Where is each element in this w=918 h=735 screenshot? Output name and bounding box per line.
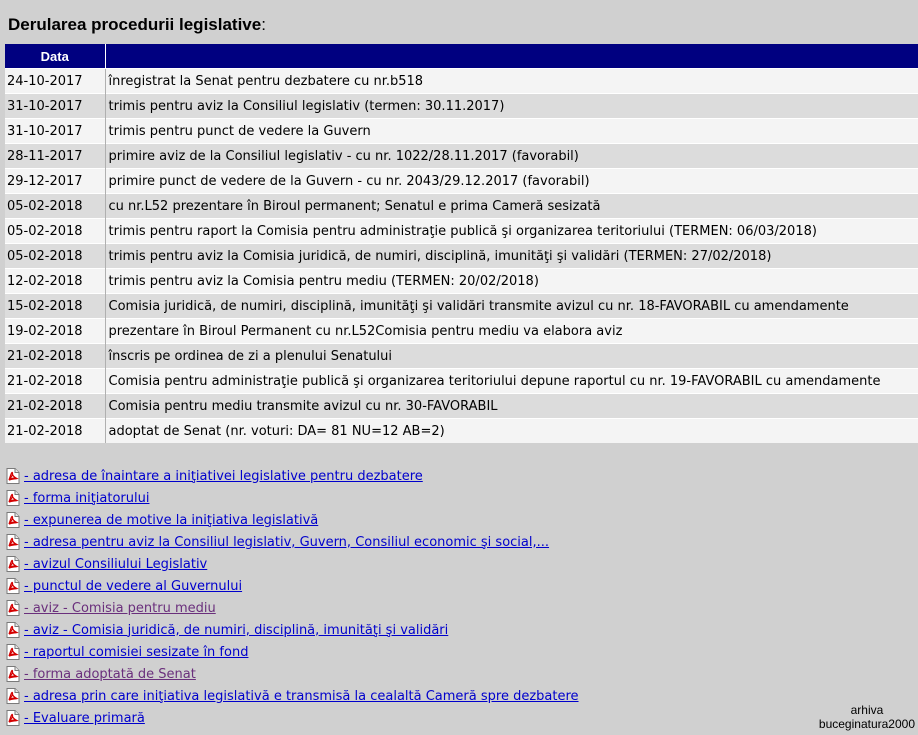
archive-footer xyxy=(819,703,915,731)
list-item xyxy=(6,707,579,729)
row-date: 31-10-2017 xyxy=(5,119,105,144)
procedure-table-body xyxy=(5,69,918,444)
procedure-table xyxy=(5,44,918,443)
list-item xyxy=(6,465,579,487)
pdf-icon[interactable] xyxy=(6,578,20,594)
table-row xyxy=(5,419,918,444)
pdf-icon[interactable] xyxy=(6,556,20,572)
list-item xyxy=(6,553,579,575)
document-link[interactable]: - expunerea de motive la iniţiativa legislativă xyxy=(24,512,319,528)
row-date: 05-02-2018 xyxy=(5,194,105,219)
pdf-icon[interactable] xyxy=(6,622,20,638)
pdf-icon[interactable] xyxy=(6,600,20,616)
documents-list xyxy=(6,465,579,729)
list-item xyxy=(6,509,579,531)
list-item xyxy=(6,685,579,707)
row-event: trimis pentru raport la Comisia pentru administraţie publică şi organizarea teritoriului (TERMEN: 06/03/2018) xyxy=(105,219,918,244)
row-date: 05-02-2018 xyxy=(5,219,105,244)
row-event: înregistrat la Senat pentru dezbatere cu nr.b518 xyxy=(105,69,918,94)
row-event: Comisia pentru administraţie publică şi organizarea teritoriului depune raportul cu nr. 19-FAVORABIL cu amendamente xyxy=(105,369,918,394)
pdf-icon[interactable] xyxy=(6,490,20,506)
pdf-icon[interactable] xyxy=(6,666,20,682)
document-link[interactable]: - adresa pentru aviz la Consiliul legislativ, Guvern, Consiliul economic şi social,... xyxy=(24,534,550,550)
pdf-icon[interactable] xyxy=(6,710,20,726)
document-link[interactable]: - raportul comisiei sesizate în fond xyxy=(24,644,249,660)
table-row xyxy=(5,69,918,94)
list-item xyxy=(6,531,579,553)
list-item xyxy=(6,619,579,641)
pdf-icon[interactable] xyxy=(6,688,20,704)
row-event: adoptat de Senat (nr. voturi: DA= 81 NU=12 AB=2) xyxy=(105,419,918,444)
page-title xyxy=(8,15,266,35)
table-row xyxy=(5,119,918,144)
row-event: trimis pentru aviz la Comisia pentru mediu (TERMEN: 20/02/2018) xyxy=(105,269,918,294)
list-item xyxy=(6,575,579,597)
footer-line-archive: arhiva xyxy=(850,703,884,717)
column-header-event xyxy=(105,44,918,69)
document-link[interactable]: - adresa prin care iniţiativa legislativă e transmisă la cealaltă Cameră spre dezbatere xyxy=(24,688,579,704)
list-item xyxy=(6,641,579,663)
document-link[interactable]: - Evaluare primară xyxy=(24,710,145,726)
list-item xyxy=(6,597,579,619)
document-link[interactable]: - aviz - Comisia juridică, de numiri, disciplină, imunităţi şi validări xyxy=(24,622,449,638)
row-event: înscris pe ordinea de zi a plenului Senatului xyxy=(105,344,918,369)
table-row xyxy=(5,269,918,294)
row-date: 21-02-2018 xyxy=(5,419,105,444)
document-link[interactable]: - forma iniţiatorului xyxy=(24,490,150,506)
list-item xyxy=(6,663,579,685)
row-event: trimis pentru punct de vedere la Guvern xyxy=(105,119,918,144)
table-header-row xyxy=(5,44,918,69)
row-event: primire punct de vedere de la Guvern - cu nr. 2043/29.12.2017 (favorabil) xyxy=(105,169,918,194)
row-date: 15-02-2018 xyxy=(5,294,105,319)
pdf-icon[interactable] xyxy=(6,534,20,550)
row-date: 12-02-2018 xyxy=(5,269,105,294)
row-date: 31-10-2017 xyxy=(5,94,105,119)
row-date: 05-02-2018 xyxy=(5,244,105,269)
row-date: 21-02-2018 xyxy=(5,394,105,419)
row-event: prezentare în Biroul Permanent cu nr.L52Comisia pentru mediu va elabora aviz xyxy=(105,319,918,344)
table-row xyxy=(5,144,918,169)
list-item xyxy=(6,487,579,509)
row-date: 19-02-2018 xyxy=(5,319,105,344)
table-row xyxy=(5,294,918,319)
table-row xyxy=(5,94,918,119)
pdf-icon[interactable] xyxy=(6,468,20,484)
table-row xyxy=(5,369,918,394)
row-date: 21-02-2018 xyxy=(5,369,105,394)
document-link[interactable]: - punctul de vedere al Guvernului xyxy=(24,578,243,594)
table-row xyxy=(5,169,918,194)
row-event: trimis pentru aviz la Consiliul legislativ (termen: 30.11.2017) xyxy=(105,94,918,119)
row-event: Comisia juridică, de numiri, disciplină, imunităţi şi validări transmite avizul cu nr. 18-FAVORABIL cu amendamente xyxy=(105,294,918,319)
row-event: cu nr.L52 prezentare în Biroul permanent; Senatul e prima Cameră sesizată xyxy=(105,194,918,219)
table-row xyxy=(5,319,918,344)
document-link[interactable]: - aviz - Comisia pentru mediu xyxy=(24,600,216,616)
table-row xyxy=(5,244,918,269)
column-header-date: Data xyxy=(5,44,105,69)
table-row xyxy=(5,394,918,419)
page-title-text: Derularea procedurii legislative xyxy=(8,15,262,34)
pdf-icon[interactable] xyxy=(6,644,20,660)
row-date: 28-11-2017 xyxy=(5,144,105,169)
document-link[interactable]: - forma adoptată de Senat xyxy=(24,666,196,682)
row-event: primire aviz de la Consiliul legislativ - cu nr. 1022/28.11.2017 (favorabil) xyxy=(105,144,918,169)
footer-line-site: buceginatura2000 xyxy=(818,717,915,731)
table-row xyxy=(5,219,918,244)
row-date: 21-02-2018 xyxy=(5,344,105,369)
row-date: 29-12-2017 xyxy=(5,169,105,194)
page-title-colon: : xyxy=(261,15,266,34)
row-event: trimis pentru aviz la Comisia juridică, de numiri, disciplină, imunităţi şi validări (TERMEN: 27/02/2018) xyxy=(105,244,918,269)
table-row xyxy=(5,194,918,219)
pdf-icon[interactable] xyxy=(6,512,20,528)
row-event: Comisia pentru mediu transmite avizul cu nr. 30-FAVORABIL xyxy=(105,394,918,419)
table-row xyxy=(5,344,918,369)
row-date: 24-10-2017 xyxy=(5,69,105,94)
document-link[interactable]: - avizul Consiliului Legislativ xyxy=(24,556,208,572)
document-link[interactable]: - adresa de înaintare a iniţiativei legislative pentru dezbatere xyxy=(24,468,423,484)
